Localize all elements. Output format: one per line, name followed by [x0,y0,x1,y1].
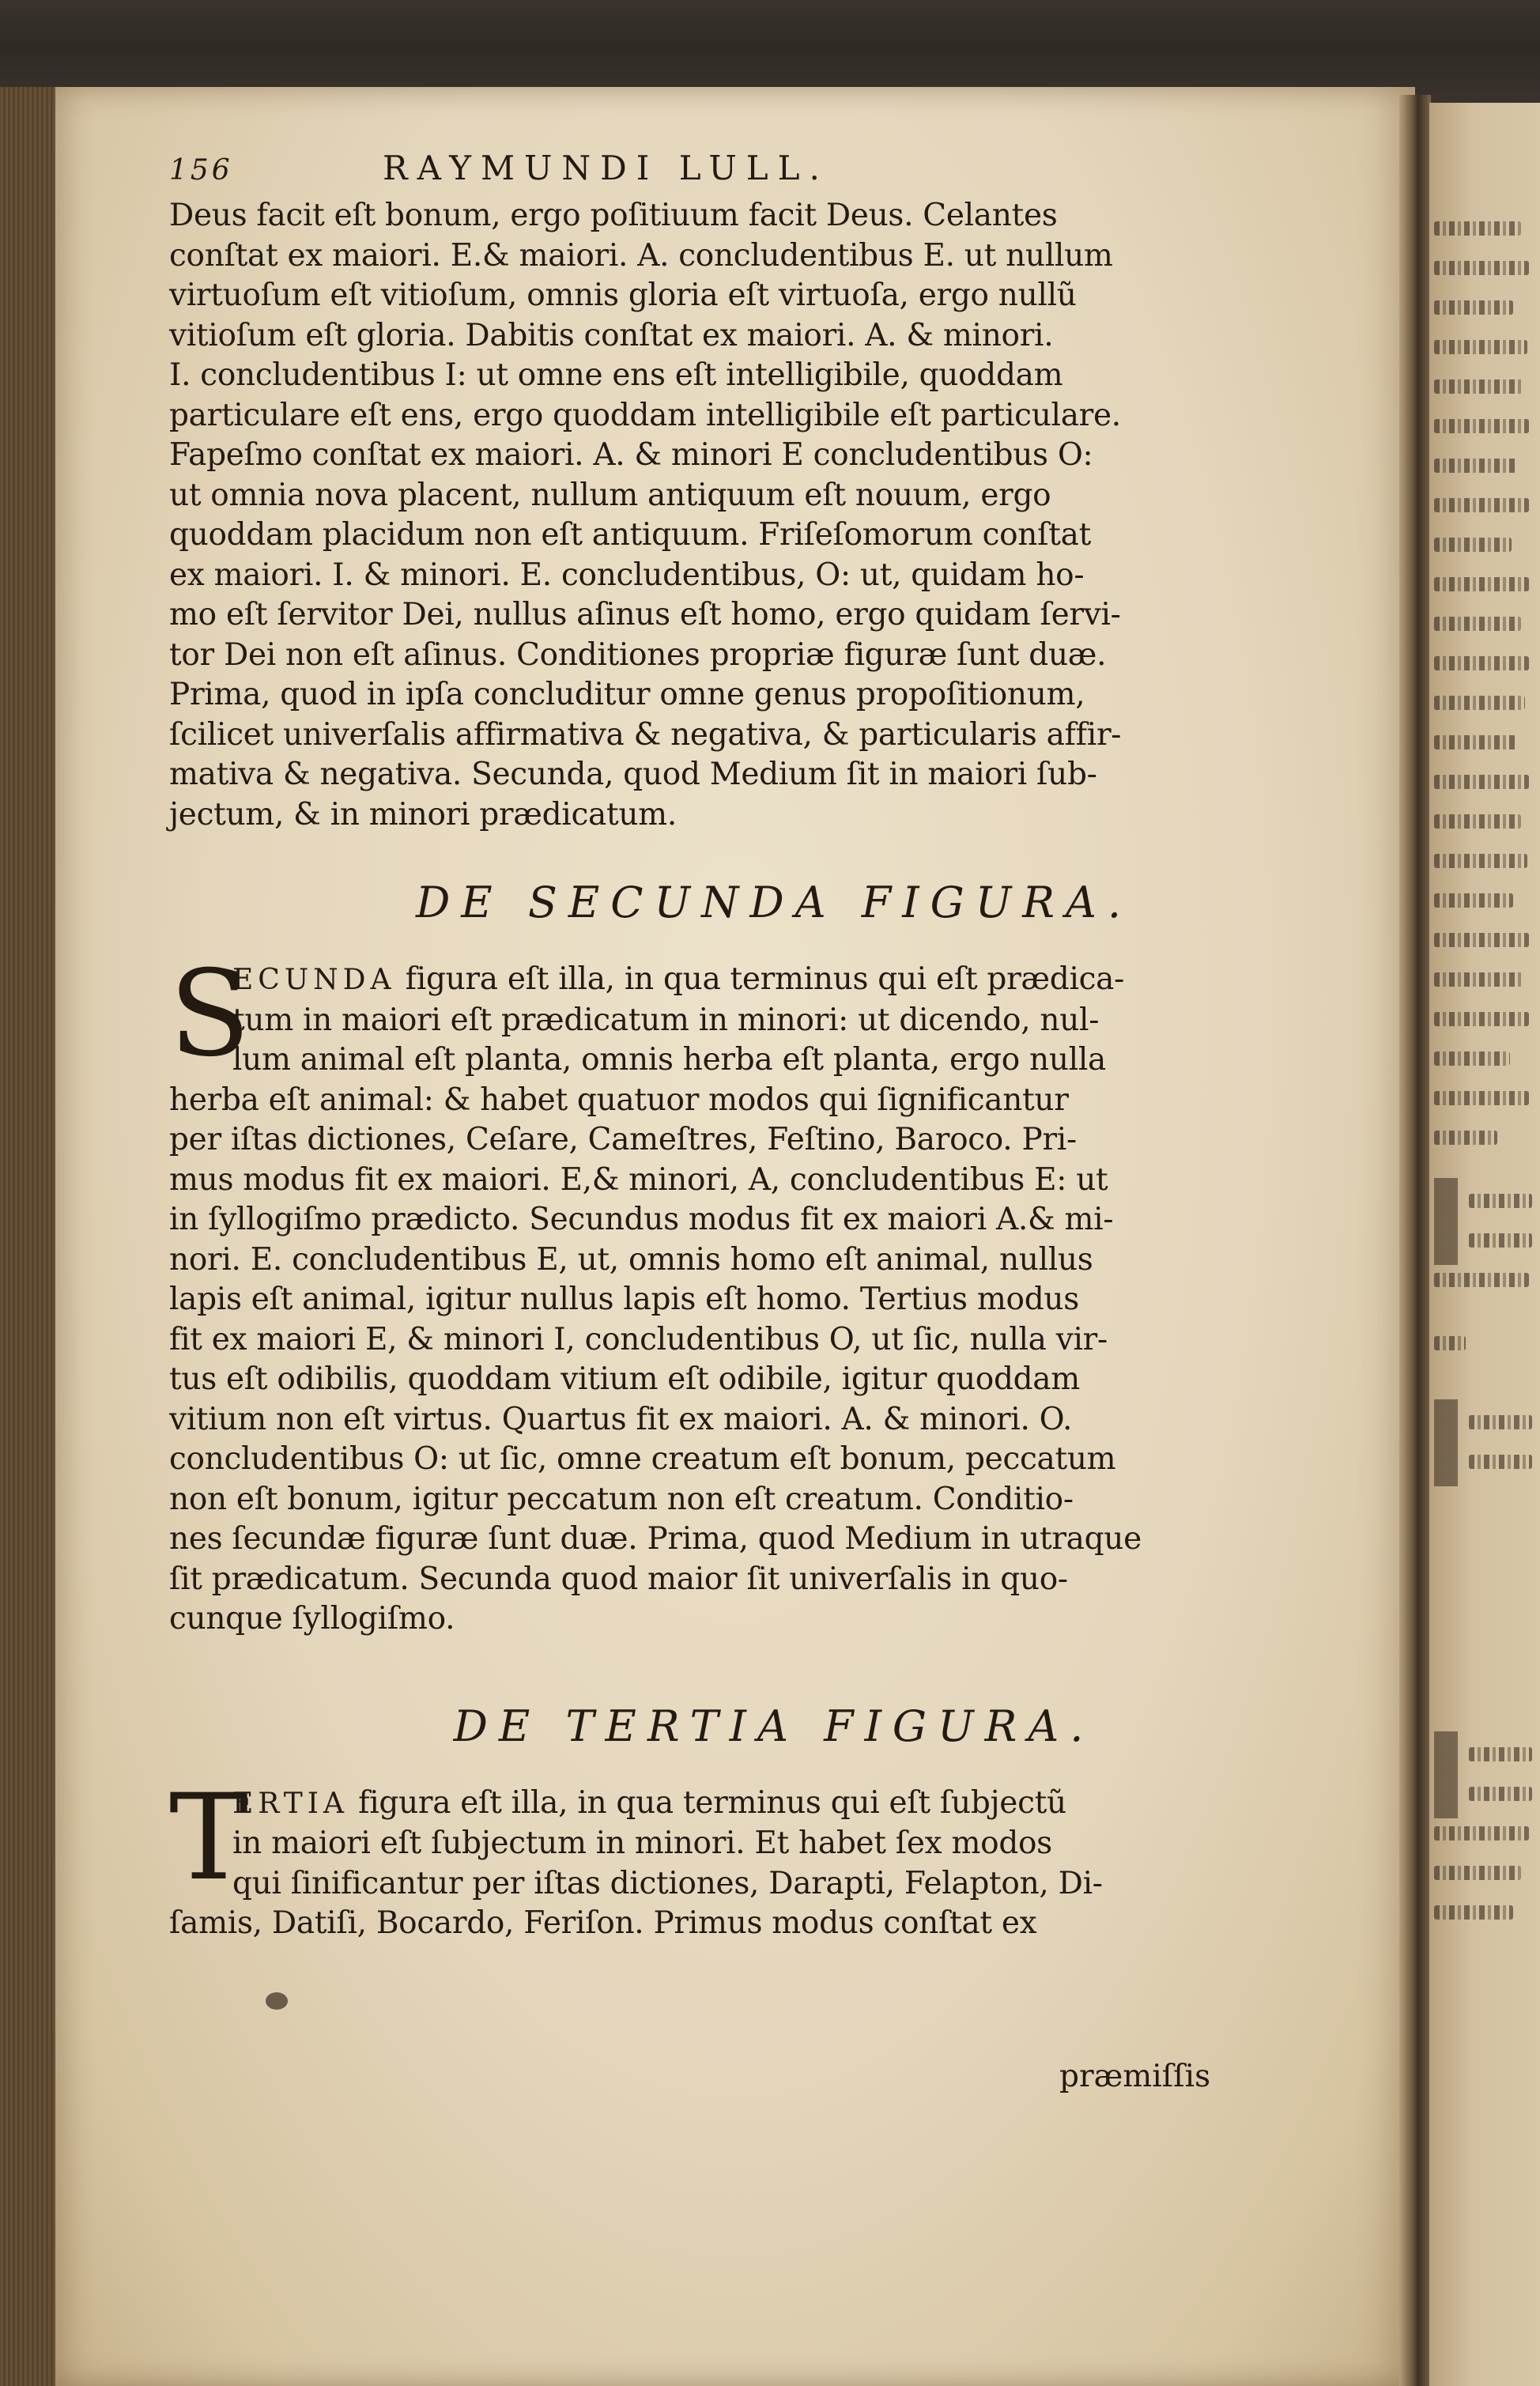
paragraph-second-figure [169,946,1379,1640]
right-page-fragment [1429,103,1540,2386]
text-line: concludentibus O: ut ſic, omne creatum eſt bonum, peccatum [169,1441,1116,1477]
text-line: quoddam placidum non eſt antiquum. Friſeſomorum conſtat [169,517,1091,553]
text-line: ſamis, Datiſi, Bocardo, Feriſon. Primus modus conſtat ex [169,1905,1037,1941]
text-line: fit ex maiori E, & minori I, concludentibus O, ut ſic, nulla vir- [169,1321,1108,1357]
text-line: jectum, & in minori prædicatum. [169,796,677,832]
text-line: Prima, quod in ipſa concluditur omne genus propoſitionum, [169,677,1085,712]
text-line: mativa & negativa. Secunda, quod Medium ſit in maiori ſub- [169,757,1097,792]
section-heading-secunda: DE SECUNDA FIGURA. [415,878,1133,927]
text-line: lapis eſt animal, igitur nullus lapis eſt homo. Tertius modus [169,1282,1079,1317]
text-line: non eſt bonum, igitur peccatum non eſt creatum. Conditio- [169,1481,1074,1517]
text-line: herba eſt animal: & habet quatuor modos qui ſignificantur [169,1082,1069,1118]
text-line [169,960,1379,1001]
text-line: ut omnia nova placent, nullum antiquum eſt nouum, ergo [169,477,1051,513]
text-line: I. concludentibus I: ut omne ens eſt intelligibile, quoddam [169,357,1063,393]
text-line: mus modus fit ex maiori. E,& minori, A, concludentibus E: ut [169,1161,1108,1198]
text-line: ſcilicet univerſalis affirmativa & negativa, & particularis affir- [169,716,1122,753]
text-line: qui ſinificantur per iſtas dictiones, Darapti, Felapton, Di- [232,1865,1103,1901]
text-line: in maiori eſt ſubjectum in minori. Et habet ſex modos [232,1825,1052,1861]
text-line: nes ſecundæ figuræ ſunt duæ. Prima, quod Medium in utraque [169,1521,1142,1557]
text-run: figura eſt illa, in qua terminus qui eſt prædica- [405,961,1125,997]
page-text [169,149,1379,1944]
section-heading-tertia: DE TERTIA FIGURA. [453,1701,1095,1751]
running-head-title: RAYMUNDI LULL. [383,149,829,187]
running-head [169,149,1379,196]
drop-cap-s: S [169,946,251,1083]
text-line: per iſtas dictiones, Ceſare, Cameſtres, Feſtino, Baroco. Pri- [169,1122,1077,1157]
text-line: cunque ſyllogiſmo. [169,1601,455,1637]
text-line: Fapeſmo conſtat ex maiori. A. & minori E concludentibus O: [169,437,1093,473]
opening-word: ECUNDA [232,964,396,996]
text-line: lum animal eſt planta, omnis herba eſt planta, ergo nulla [232,1042,1106,1078]
text-line: ſit prædicatum. Secunda quod maior ſit univerſalis in quo- [169,1561,1068,1597]
text-line: nori. E. concludentibus E, ut, omnis homo eſt animal, nullus [169,1241,1093,1278]
text-line: particulare eſt ens, ergo quoddam intelligibile eſt particulare. [169,397,1121,433]
book-gutter [1399,95,1431,2386]
text-line: ex maiori. I. & minori. E. concludentibus, O: ut, quidam ho- [169,557,1085,593]
text-line: tor Dei non eſt aſinus. Conditiones propriæ figuræ ſunt duæ. [169,636,1107,673]
text-run: figura eſt illa, in qua terminus qui eſt ſubjectũ [358,1784,1066,1821]
opening-word: ERTIA [232,1787,349,1820]
text-line: vitium non eſt virtus. Quartus fit ex maiori. A. & minori. O. [169,1401,1073,1437]
text-line [169,1784,1379,1825]
text-line: tum in maiori eſt prædicatum in minori: ut dicendo, nul- [232,1002,1100,1038]
paragraph-first-figure [169,196,1379,835]
drop-cap-t: T [169,1769,248,1907]
text-line: tus eſt odibilis, quoddam vitium eſt odibile, igitur quoddam [169,1361,1080,1397]
text-line: vitioſum eſt gloria. Dabitis conſtat ex maiori. A. & minori. [169,317,1054,353]
paragraph-third-figure [169,1769,1379,1944]
text-line: mo eſt ſervitor Dei, nullus aſinus eſt homo, ergo quidam ſervi- [169,597,1121,632]
text-line: in ſyllogiſmo prædicto. Secundus modus fit ex maiori A.& mi- [169,1202,1114,1237]
text-line: virtuoſum eſt vitioſum, omnis gloria eſt virtuoſa, ergo nullũ [169,277,1077,313]
text-line: Deus facit eſt bonum, ergo poſitiuum facit Deus. Celantes [169,198,1058,233]
catchword: præmiſſis [1059,2059,1211,2094]
text-line: conſtat ex maiori. E.& maiori. A. concludentibus E. ut nullum [169,237,1113,274]
folio-number: 156 [169,154,233,187]
ink-stain [266,1992,288,2010]
